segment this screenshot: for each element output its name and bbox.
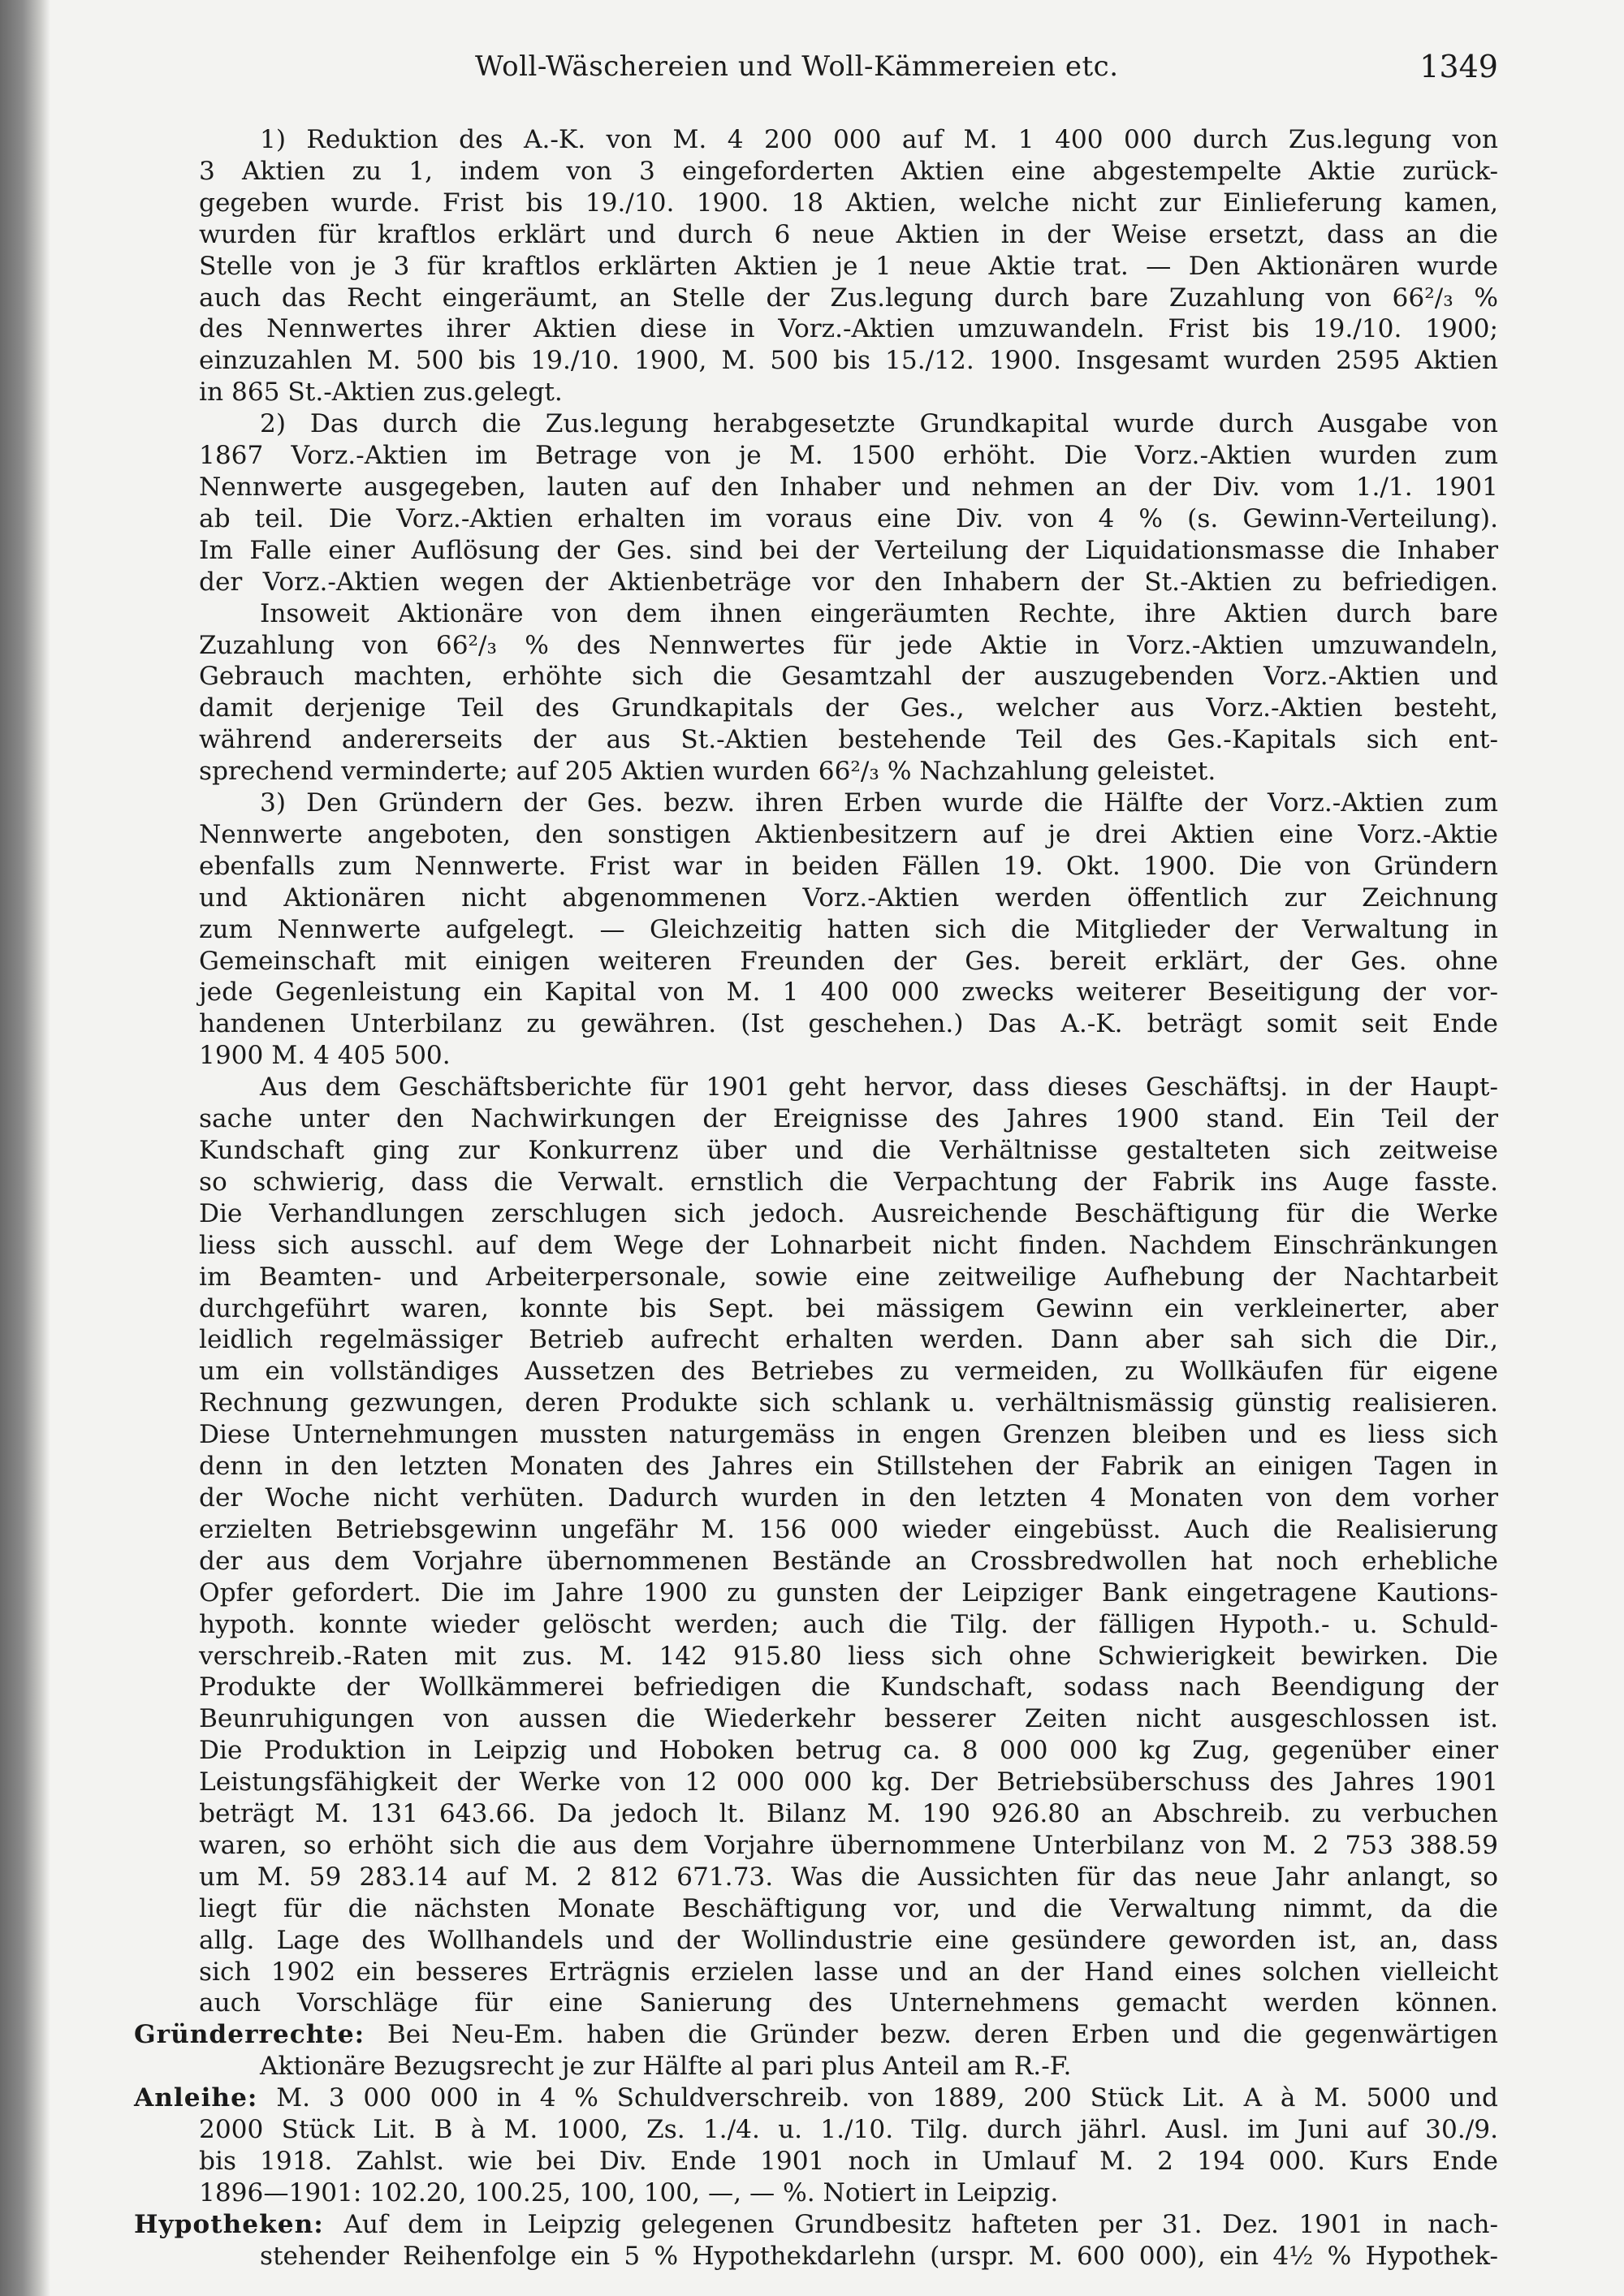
hypotheken-line-1 [134, 2209, 1498, 2241]
text-line: Rechnung gezwungen, deren Produkte sich schlank u. verhältnismässig günstig realisieren. [199, 1388, 1498, 1418]
anleihe-line-2: 2000 Stück Lit. B à M. 1000, Zs. 1./4. u. 1./10. Tilg. durch jährl. Ausl. im Juni auf 30./9. [199, 2115, 1498, 2145]
running-title: Woll-Wäschereien und Woll-Kämmereien etc. [475, 50, 1119, 83]
text-line: und Aktionären nicht abgenommenen Vorz.-Aktien werden öffentlich zur Zeichnung [199, 883, 1498, 913]
text-line: allg. Lage des Wollhandels und der Wollindustrie eine gesündere geworden ist, an, dass [199, 1925, 1498, 1955]
text-line: einzuzahlen M. 500 bis 19./10. 1900, M. 500 bis 15./12. 1900. Insgesamt wurden 2595 Aktien [199, 346, 1498, 376]
text-line: durchgeführt waren, konnte bis Sept. bei mässigem Gewinn ein verkleinerter, aber [199, 1293, 1498, 1323]
hypotheken-text: Auf dem in Leipzig gelegenen Grundbesitz hafteten per 31. Dez. 1901 in nach- [343, 2209, 1498, 2239]
text-line: Kundschaft ging zur Konkurrenz über und die Verhältnisse gestalteten sich zeitweise [199, 1136, 1498, 1165]
page-header [199, 50, 1498, 99]
text-line: liess sich ausschl. auf dem Wege der Lohnarbeit nicht finden. Nachdem Einschränkungen [199, 1230, 1498, 1260]
text-line: sich 1902 ein besseres Erträgnis erzielen lasse und an der Hand eines solchen vielleicht [199, 1957, 1498, 1987]
text-line: der aus dem Vorjahre übernommenen Bestände an Crossbredwollen hat noch erhebliche [199, 1546, 1498, 1576]
text-line: Beunruhigungen von aussen die Wiederkehr besserer Zeiten nicht ausgeschlossen ist. [199, 1704, 1498, 1734]
text-line: erzielten Betriebsgewinn ungefähr M. 156 000 wieder eingebüsst. Auch die Realisierung [199, 1514, 1498, 1544]
text-line: Produkte der Wollkämmerei befriedigen die Kundschaft, sodass nach Beendigung der [199, 1672, 1498, 1703]
text-line: 3) Den Gründern der Ges. bezw. ihren Erben wurde die Hälfte der Vorz.-Aktien zum [260, 788, 1498, 818]
page-number: 1349 [1419, 49, 1498, 84]
anleihe-line-3: bis 1918. Zahlst. wie bei Div. Ende 1901 noch in Umlauf M. 2 194 000. Kurs Ende [199, 2147, 1498, 2176]
anleihe-text: M. 3 000 000 in 4 % Schuldverschreib. von 1889, 200 Stück Lit. A à M. 5000 und [276, 2083, 1498, 2113]
text-line: Die Produktion in Leipzig und Hoboken betrug ca. 8 000 000 kg Zug, gegenüber einer [199, 1736, 1498, 1766]
text-line: der Vorz.-Aktien wegen der Aktienbeträge vor den Inhabern der St.-Aktien zu befriedigen. [199, 567, 1498, 597]
text-line: der Woche nicht verhüten. Dadurch wurden in den letzten 4 Monaten von dem vorher [199, 1482, 1498, 1513]
text-line: Diese Unternehmungen mussten naturgemäss in engen Grenzen bleiben und es liess sich [199, 1420, 1498, 1450]
text-line: denn in den letzten Monaten des Jahres ein Stillstehen der Fabrik an einigen Tagen in [199, 1452, 1498, 1482]
anleihe-line-1 [134, 2082, 1498, 2114]
text-line: Gebrauch machten, erhöhte sich die Gesamtzahl der auszugebenden Vorz.-Aktien und [199, 662, 1498, 692]
text-line: Gemeinschaft mit einigen weiteren Freunden der Ges. bereit erklärt, der Ges. ohne [199, 946, 1498, 976]
text-line: Zuzahlung von 66²/₃ % des Nennwertes für jede Aktie in Vorz.-Aktien umzuwandeln, [199, 630, 1498, 660]
text-line: jede Gegenleistung ein Kapital von M. 1 400 000 zwecks weiterer Beseitigung der vor- [199, 978, 1498, 1008]
scan-binding-edge [0, 0, 50, 2296]
text-line: Im Falle einer Auflösung der Ges. sind bei der Verteilung der Liquidationsmasse die Inhaber [199, 535, 1498, 565]
text-line: sache unter den Nachwirkungen der Ereignisse des Jahres 1900 stand. Ein Teil der [199, 1104, 1498, 1134]
anleihe-line-4: 1896—1901: 102.20, 100.25, 100, 100, —, — %. Notiert in Leipzig. [199, 2177, 1059, 2208]
hypotheken-label: Hypotheken: [134, 2209, 324, 2239]
text-line: beträgt M. 131 643.66. Da jedoch lt. Bilanz M. 190 926.80 an Abschreib. zu verbuchen [199, 1799, 1498, 1829]
text-line: 1) Reduktion des A.-K. von M. 4 200 000 auf M. 1 400 000 durch Zus.legung von [260, 125, 1498, 154]
gruenderrechte-label: Gründerrechte: [134, 2020, 365, 2050]
text-line: liegt für die nächsten Monate Beschäftigung vor, und die Verwaltung nimmt, da die [199, 1893, 1498, 1923]
text-line: ab teil. Die Vorz.-Aktien erhalten im voraus eine Div. von 4 % (s. Gewinn-Verteilung). [199, 503, 1498, 533]
text-line: Stelle von je 3 für kraftlos erklärten Aktien je 1 neue Aktie trat. — Den Aktionären wurde [199, 251, 1498, 281]
gruenderrechte-line-2: Aktionäre Bezugsrecht je zur Hälfte al pari plus Anteil am R.-F. [260, 2052, 1072, 2082]
text-line: Opfer gefordert. Die im Jahre 1900 zu gunsten der Leipziger Bank eingetragene Kautions- [199, 1577, 1498, 1608]
text-line: in 865 St.-Aktien zus.gelegt. [199, 378, 563, 408]
text-line: damit derjenige Teil des Grundkapitals der Ges., welcher aus Vorz.-Aktien besteht, [199, 693, 1498, 723]
text-line: um ein vollständiges Aussetzen des Betriebes zu vermeiden, zu Wollkäufen für eigene [199, 1357, 1498, 1387]
text-line: Nennwerte ausgegeben, lauten auf den Inhaber und nehmen an der Div. vom 1./1. 1901 [199, 472, 1498, 502]
text-line: des Nennwertes ihrer Aktien diese in Vorz.-Aktien umzuwandeln. Frist bis 19./10. 1900; [199, 314, 1498, 344]
text-line: im Beamten- und Arbeiterpersonale, sowie eine zeitweilige Aufhebung der Nachtarbeit [199, 1262, 1498, 1292]
hypotheken-line-2: stehender Reihenfolge ein 5 % Hypothekdarlehn (urspr. M. 600 000), ein 4½ % Hypothek- [260, 2241, 1498, 2271]
text-line: zum Nennwerte aufgelegt. — Gleichzeitig hatten sich die Mitglieder der Verwaltung in [199, 914, 1498, 944]
text-line: 1900 M. 4 405 500. [199, 1041, 451, 1071]
text-line: 3 Aktien zu 1, indem von 3 eingeforderten Aktien eine abgestempelte Aktie zurück- [199, 156, 1498, 186]
text-line: Aus dem Geschäftsberichte für 1901 geht hervor, dass dieses Geschäftsj. in der Haupt- [260, 1072, 1498, 1103]
text-line: um M. 59 283.14 auf M. 2 812 671.73. Was die Aussichten für das neue Jahr anlangt, so [199, 1862, 1498, 1892]
text-line: 1867 Vorz.-Aktien im Betrage von je M. 1500 erhöht. Die Vorz.-Aktien wurden zum [199, 441, 1498, 471]
text-line: Die Verhandlungen zerschlugen sich jedoch. Ausreichende Beschäftigung für die Werke [199, 1198, 1498, 1228]
text-line: hypoth. konnte wieder gelöscht werden; auch die Tilg. der fälligen Hypoth.- u. Schuld- [199, 1609, 1498, 1639]
text-line: handenen Unterbilanz zu gewähren. (Ist geschehen.) Das A.-K. beträgt somit seit Ende [199, 1009, 1498, 1039]
text-line: gegeben wurde. Frist bis 19./10. 1900. 18 Aktien, welche nicht zur Einlieferung kamen, [199, 188, 1498, 218]
text-line: 2) Das durch die Zus.legung herabgesetzte Grundkapital wurde durch Ausgabe von [260, 409, 1498, 439]
text-line: leidlich regelmässiger Betrieb aufrecht erhalten werden. Dann aber sah sich die Dir., [199, 1325, 1498, 1355]
text-line: auch Vorschläge für eine Sanierung des Unternehmens gemacht werden können. [199, 1988, 1498, 2018]
anleihe-label: Anleihe: [134, 2083, 258, 2113]
text-line: Nennwerte angeboten, den sonstigen Aktienbesitzern auf je drei Aktien eine Vorz.-Aktie [199, 819, 1498, 849]
text-line: verschreib.-Raten mit zus. M. 142 915.80 liess sich ohne Schwierigkeit bewirken. Die [199, 1641, 1498, 1671]
text-line: so schwierig, dass die Verwalt. ernstlich die Verpachtung der Fabrik ins Auge fasste. [199, 1167, 1498, 1197]
text-line: waren, so erhöht sich die aus dem Vorjahre übernommene Unterbilanz von M. 2 753 388.59 [199, 1830, 1498, 1860]
text-line: während andererseits der aus St.-Aktien bestehende Teil des Ges.-Kapitals sich ent- [199, 725, 1498, 755]
text-line: ebenfalls zum Nennwerte. Frist war in beiden Fällen 19. Okt. 1900. Die von Gründern [199, 851, 1498, 881]
gruenderrechte-line-1 [134, 2019, 1498, 2051]
text-line: wurden für kraftlos erklärt und durch 6 neue Aktien in der Weise ersetzt, dass an die [199, 219, 1498, 249]
text-line: Insoweit Aktionäre von dem ihnen eingeräumten Rechte, ihre Aktien durch bare [260, 598, 1498, 628]
gruenderrechte-text: Bei Neu-Em. haben die Gründer bezw. deren Erben und die gegenwärtigen [387, 2020, 1499, 2050]
main-text [134, 124, 1499, 2272]
text-line: auch das Recht eingeräumt, an Stelle der Zus.legung durch bare Zuzahlung von 66²/₃ % [199, 283, 1498, 313]
text-line: Leistungsfähigkeit der Werke von 12 000 000 kg. Der Betriebsüberschuss des Jahres 1901 [199, 1767, 1498, 1798]
text-line: sprechend verminderte; auf 205 Aktien wurden 66²/₃ % Nachzahlung geleistet. [199, 757, 1216, 787]
